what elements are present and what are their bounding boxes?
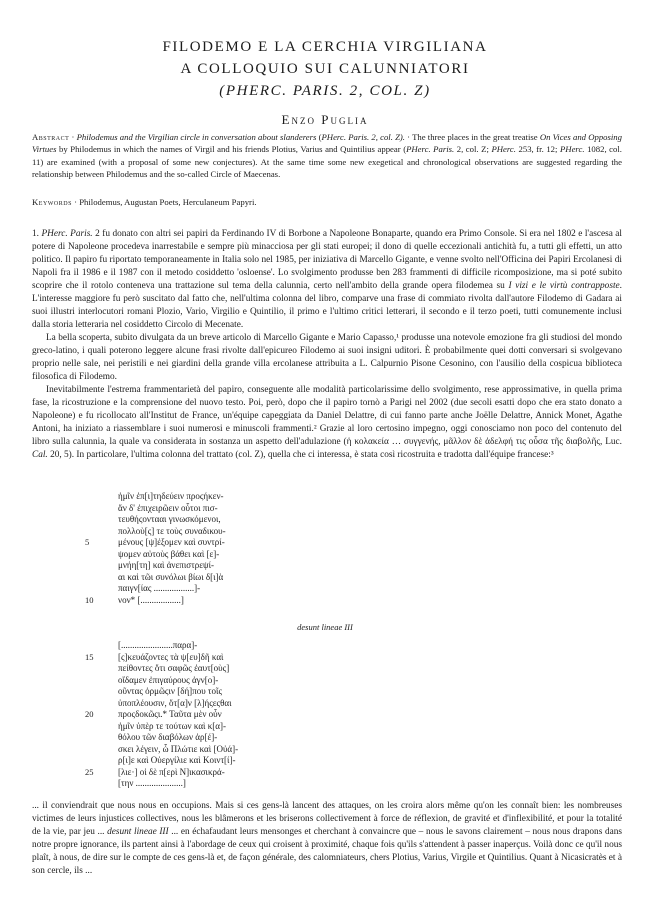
title-block xyxy=(0,36,650,128)
paragraph-1-work-title: I vizi e le virtù contrapposte xyxy=(508,281,620,291)
greek-line-text: μένους [ψ]έξομεν καὶ συντρί- xyxy=(118,537,225,547)
greek-line xyxy=(0,537,650,549)
line-number: 5 xyxy=(85,537,90,547)
line-number: 20 xyxy=(85,709,94,719)
abstract-text-5: 1082, col. 11) are examined (with a proposal of some new conjectures). At the same time some new exegetical and chronological observations are suggested regarding the relationship between Philodemus and the so-called Circle of Maecenas. xyxy=(32,144,622,180)
greek-line-text: ἡμῖν ὑπὲρ τε τούτων καὶ κ[α]- xyxy=(118,720,226,731)
greek-line-text: αι καὶ τῶι συνόλωι βίωι δ[ι]ὰ xyxy=(118,571,224,582)
greek-line xyxy=(0,640,650,652)
greek-line xyxy=(0,549,650,561)
greek-line-text: ρ[ι]ε καὶ Οὐεργίλιε καὶ Κοιντ[ί]- xyxy=(118,755,236,765)
greek-line xyxy=(0,663,650,675)
abstract-ref: PHerc. Paris. 2, col. Z). xyxy=(321,132,405,142)
greek-line-text: παιγν[ίας ..................]- xyxy=(118,583,201,593)
paragraph-3-text-end: 20, 5). In particolare, l'ultima colonna del trattato (col. Z), quella che ci interessa, è stata così ricostruita e tradotta dall'équipe francese:³ xyxy=(47,450,554,460)
paragraph-3-text: Inevitabilmente l'estrema frammentarietà del papiro, conseguente alle modalità particolarissime dello svolgimento, rese approssimative, in quella prima fase, la ricostruzione e la comprensione del nuovo testo. Poi, però, dopo che il papiro tornò a Parigi nel 2002 (due secoli esatti dopo che era stato donato a Napoleone) e fu ricollocato all'Institut de France, un'équipe capeggiata da Daniel Delattre, di cui fanno parte anche Joëlle Delattre, Annick Monet, Agathe Antoni, ha iniziato a riassemblare i suoi numerosi e minuscoli frammenti.² Grazie al loro certosino impegno, oggi conosciamo non poco del contenuto del libro sulla calunnia, la quale va considerata in sostanza un aspetto dell'adulazione (ἡ κολακεία … συγγενής, μᾶλλον δὲ ἀδελφή τις οὖσα τῆς διαβολῆς, Luc. xyxy=(32,385,622,447)
greek-line-text: πολλοὺ[ς] τε τοὺς συναδικου- xyxy=(118,525,226,536)
greek-line xyxy=(0,744,650,756)
greek-text-block-1 xyxy=(0,491,650,606)
greek-line xyxy=(0,503,650,515)
desunt-lineae-note: desunt lineae III xyxy=(297,622,353,632)
abstract-paren: ( xyxy=(316,132,322,142)
translation-desunt: desunt lineae III xyxy=(107,827,169,837)
paragraph-3 xyxy=(32,384,622,462)
line-number: 10 xyxy=(85,594,94,605)
greek-line-text: ἄν δ' ἐπιχειρῶειν οὗτοι πισ- xyxy=(118,502,218,513)
greek-line-text: οῦντας ὁρμῶςιν [δή]που τοῖς xyxy=(118,686,223,696)
greek-line xyxy=(0,698,650,710)
greek-line-text: προςδοκῶςι.* Ταῦτα μὲν οὖν xyxy=(118,709,222,719)
paragraph-1-text-end: . L'interesse maggiore fu però suscitato dal fatto che, nell'ultima colonna del libro, comparve una frase di commiato rivolta dall'autore Filodemo di Gadara ai suoi illustri interlocutori romani Plozio, Vario, Virgilio e Quintilio, il primo e l'ultimo critici letterari, il secondo e il terzo poeti, tutti comunemente inclusi dalla storia letteraria nel cosiddetto Circolo di Mecenate. xyxy=(32,281,622,330)
article-title-line-3: (PHERC. PARIS. 2, COL. Z) xyxy=(219,83,431,99)
abstract xyxy=(32,131,622,181)
greek-line-text: ψομεν αὐτοὺς βάθει καὶ [ε]- xyxy=(118,548,220,559)
article-title-line-2: A COLLOQUIO SUI CALUNNIATORI xyxy=(180,61,470,77)
greek-line xyxy=(0,560,650,572)
greek-line-text: πείθοντες ὅτι σαφῶς ἐαυτ[οὺς] xyxy=(118,663,230,673)
abstract-text-4: 253, fr. 12; xyxy=(515,144,560,155)
greek-line-text: [την .....................] xyxy=(118,778,186,788)
abstract-text-1: · The three places in the great treatise xyxy=(404,132,540,142)
article-title-line-1: FILODEMO E LA CERCHIA VIRGILIANA xyxy=(162,39,488,55)
greek-line-text: οἴδαμεν ἐπιγαύρους ἀγν[ο]- xyxy=(118,674,219,685)
line-number: 25 xyxy=(85,766,94,777)
body-text xyxy=(32,228,622,462)
greek-line xyxy=(0,526,650,538)
greek-line xyxy=(0,686,650,698)
paragraph-1-ref: PHerc. Paris. xyxy=(41,229,93,239)
greek-line-text: τευθήςοντααι γινωσκόμενοι, xyxy=(118,514,221,524)
abstract-label: Abstract xyxy=(32,132,70,142)
greek-line-text: ὑποπλέουσιν, ὅτ[α]ν [λ]ήςεςθαι xyxy=(118,697,232,708)
abstract-ref-2: PHerc. xyxy=(491,144,516,155)
french-translation xyxy=(32,800,622,878)
abstract-english-title: Philodemus and the Virgilian circle in conversation about slanderers xyxy=(76,132,317,142)
abstract-ref-3: PHerc. xyxy=(559,144,585,155)
greek-line xyxy=(0,755,650,767)
greek-line xyxy=(0,709,650,721)
keywords-text: · Philodemus, Augustan Poets, Herculaneum Papyri. xyxy=(71,197,257,207)
greek-line-text: νον* [..................] xyxy=(118,594,184,605)
paragraph-1-number: 1. xyxy=(32,229,42,239)
greek-line xyxy=(0,514,650,526)
greek-line xyxy=(0,675,650,687)
paragraph-1 xyxy=(32,228,622,332)
greek-line-text: θόλου τῶν διαβόλων ἀρ[έ]- xyxy=(118,732,218,742)
abstract-text-3: 2, col. Z; xyxy=(454,144,492,155)
greek-line-text: σκει λέγειν, ὦ Πλώτιε καὶ [Οὐά]- xyxy=(118,743,239,754)
abstract-text-2: by Philodemus in which the names of Virgil and his friends Plotius, Varius and Quintilius appear ( xyxy=(56,144,407,155)
greek-line-text: [.......................παρα]- xyxy=(118,640,198,650)
line-number: 15 xyxy=(85,651,94,662)
greek-line xyxy=(0,491,650,503)
translation-text-2: ... en échafaudant leurs mensonges et cherchant à convaincre que – nous le savons clairement – nous nous drapons dans notre propre ignorance, ils partent ainsi à l'abordage de ceux qui croisent à proximité, chaque fois qu'ils s'attendent à passer inaperçus. Voilà donc ce qu'il nous plaît, à nous, de dire sur le compte de ces gens-là et, de façon générale, des calomniateurs, chers Plotius, Varius, Virgile et Quintilius. Quant à Nicasicratès et à son cercle, ils ... xyxy=(32,827,622,876)
keywords xyxy=(32,196,622,208)
translation-text-1: ... il conviendrait que nous nous en occupions. Mais si ces gens-là lancent des attaques, on les croira alors même qu'on les connaît bien: les nombreuses victimes de leurs injustices collectives, nous les blâmerons et les briserons collectivement à force de réflexion, de gravité et d'inflexibilité, et pour la totalité de la vie, par jeu ... xyxy=(32,801,622,837)
greek-line-text: [ς]κευάζοντες τὰ ψ[ευ]δῆ καὶ xyxy=(118,651,224,662)
greek-line xyxy=(0,595,650,607)
author-name: Enzo Puglia xyxy=(281,112,369,127)
keywords-label: Keywords xyxy=(32,197,72,207)
greek-line xyxy=(0,583,650,595)
abstract-ref-1: PHerc. Paris. xyxy=(406,144,455,155)
abstract-separator: · xyxy=(69,132,77,142)
greek-line xyxy=(0,572,650,584)
greek-line-text: [λιε·] οἱ δὲ π[ερὶ Ν]ικασικρά- xyxy=(118,766,225,777)
greek-line-text: ἡμῖν ἐπ[ι]τηδεύειν προςήκεν- xyxy=(118,491,224,501)
greek-line xyxy=(0,652,650,664)
paragraph-1-text: 2 fu donato con altri sei papiri da Ferdinando IV di Borbone a Napoleone Bonaparte, quando era Primo Console. Si era nel 1802 e l'ascesa al potere di Napoleone procedeva inarrestabile e sempre più minacciosa per gli stati europei; il dono di quelle eccezionali antichità fu, a tutti gli effetti, un atto politico. Il papiro fu riportato temporaneamente in Italia solo nel 1985, per iniziativa di Marcello Gigante, e venne svolto nell'Officina dei Papiri Ercolanesi di Napoli fra il 1986 e il 1987 con il metodo cosiddetto 'osloense'. Lo svolgimento produsse ben 283 frammenti di difficile ricomposizione, ma si poté subito scoprire che il rotolo conteneva una trattazione sul tema della calunnia, certo nell'ambito della grande opera filodemea su xyxy=(32,229,622,291)
greek-line xyxy=(0,721,650,733)
greek-text-block-2 xyxy=(0,640,650,790)
greek-line xyxy=(0,732,650,744)
paragraph-2: La bella scoperta, subito divulgata da un breve articolo di Marcello Gigante e Mario Capasso,¹ produsse una notevole emozione fra gli studiosi del mondo greco-latino, i quali poterono leggere alcune frasi rivolte dall'epicureo Filodemo ai suoi insigni uditori. È probabilmente quei dotti conversari si svolgevano proprio nelle sale, nei peristili e nei giardini della grande villa ercolanese attribuita a L. Calpurnio Pisone Cesonino, con l'ausilio della cospicua biblioteca filosofica di Filodemo. xyxy=(32,333,622,382)
greek-line-text: μνήη[τη] καὶ ἀνεπιστρεψί- xyxy=(118,560,215,570)
paragraph-3-ref: Cal. xyxy=(32,450,48,460)
abstract-treatise-title: On Vices and Opposing Virtues xyxy=(32,132,622,155)
greek-line xyxy=(0,767,650,779)
greek-line xyxy=(0,778,650,790)
